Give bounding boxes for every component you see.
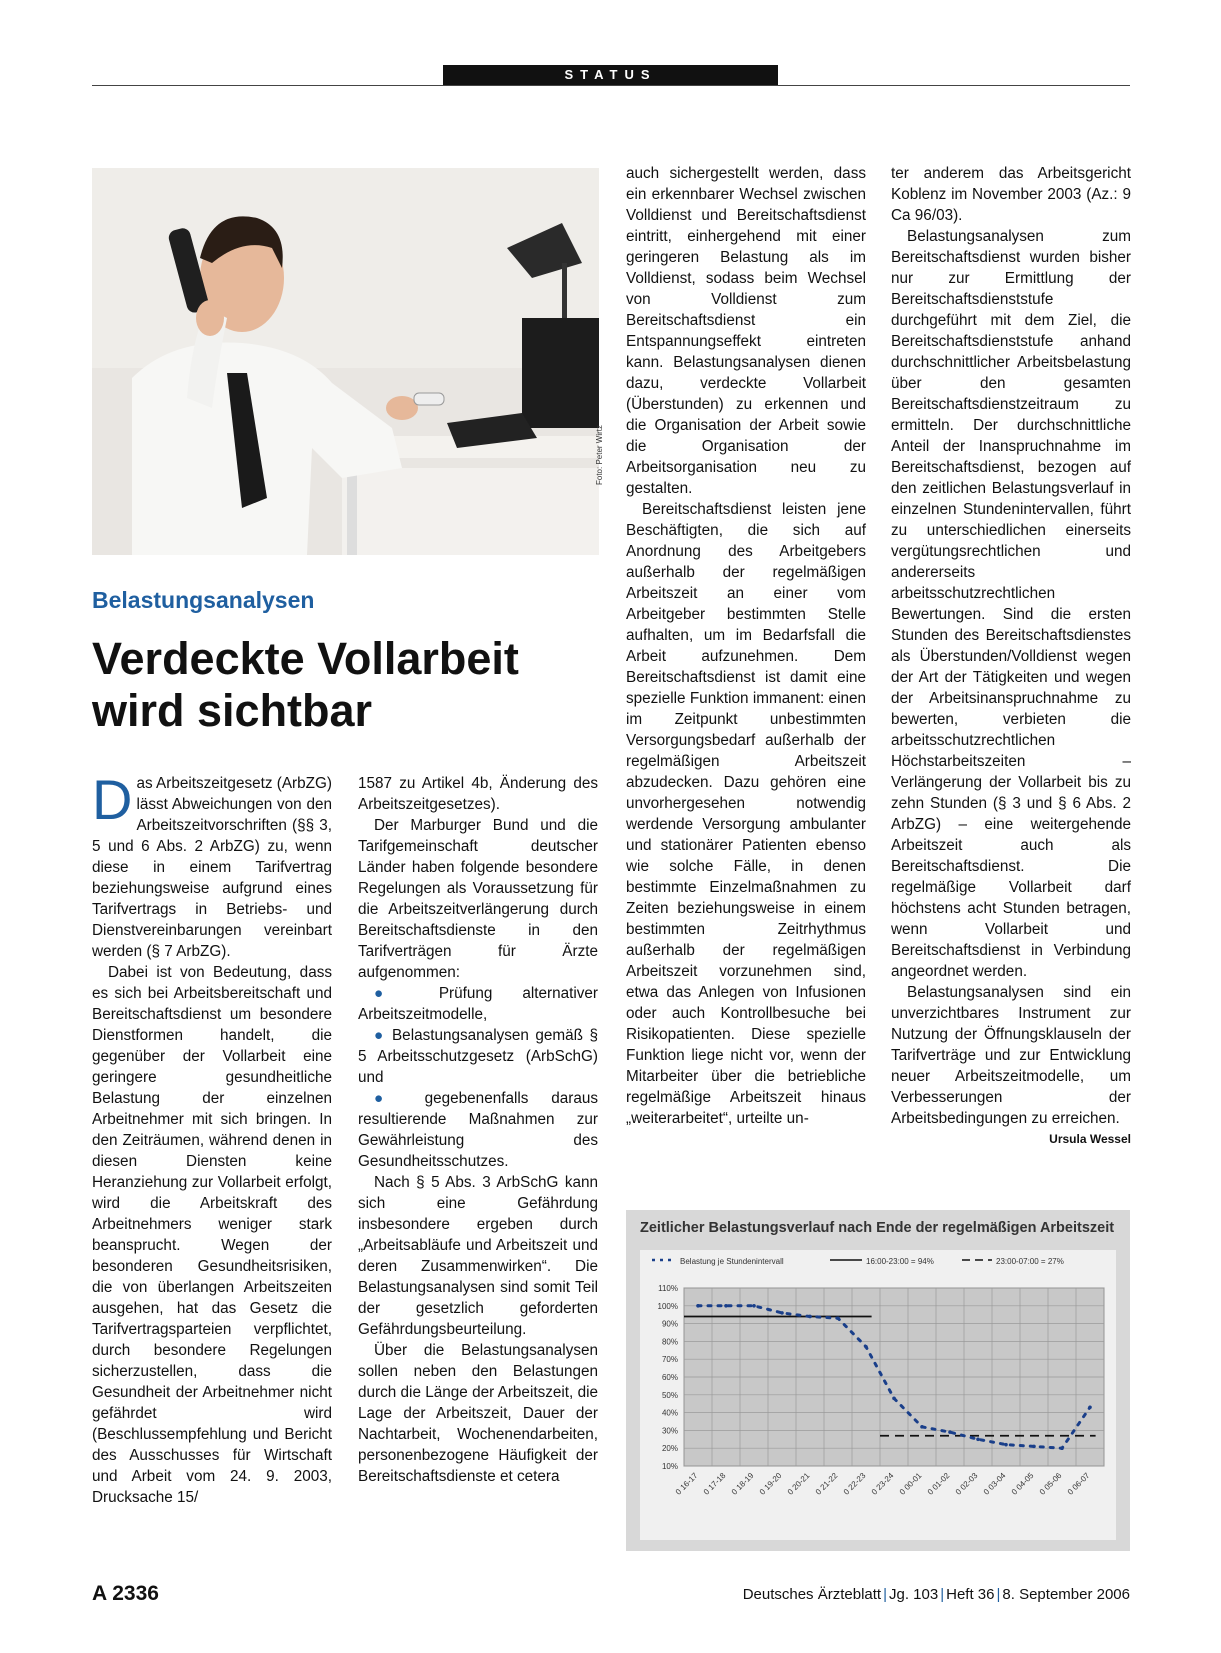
text-column-2 xyxy=(358,773,598,1487)
data-point xyxy=(920,1425,924,1429)
data-point xyxy=(864,1345,868,1349)
bullet-icon: ● xyxy=(374,1090,402,1107)
legend-label: 16:00-23:00 = 94% xyxy=(866,1257,934,1266)
text-column-1 xyxy=(92,768,332,1508)
journal-date: 8. September 2006 xyxy=(1002,1586,1130,1603)
data-point xyxy=(892,1397,896,1401)
data-point xyxy=(948,1430,952,1434)
text-column-4 xyxy=(891,163,1131,1150)
x-tick-label: 0 18-19 xyxy=(729,1471,756,1497)
data-point xyxy=(724,1304,728,1308)
chart-title: Zeitlicher Belastungsverlauf nach Ende der regelmäßigen Arbeitszeit xyxy=(640,1220,1115,1236)
article-title xyxy=(92,633,519,737)
bullet-icon: ● xyxy=(374,1027,386,1044)
list-item: ● Prüfung alternativer Arbeitszeitmodelle, xyxy=(358,985,598,1023)
section-header: STATUS xyxy=(443,65,778,85)
data-point xyxy=(1060,1446,1064,1450)
data-point xyxy=(808,1315,812,1319)
y-tick-label: 110% xyxy=(658,1284,678,1293)
y-tick-label: 20% xyxy=(661,1444,678,1454)
paragraph: Belastungsanalysen zum Bereitschaftsdienst wurden bisher nur zur Ermittlung der Bereitschaftsdienststufe durchgeführt mit dem Ziel, die Bereitschaftsdienststufe anhand durchschnittlicher Arbeitsbelastung über den gesamten Bereitschaftsdienstzeitraum zu ermitteln. Der durchschnittliche Anteil der Inanspruchnahme im Bereitschaftsdienst, bezogen auf den zeitlichen Belastungsverlauf in einzelnen Stundenintervallen, führt zu unterschiedlichen einerseits vergütungsrechtlichen und andererseits arbeitsschutzrechtlichen Bewertungen. Sind die ersten Stunden des Bereitschaftsdienstes als Überstunden/Volldienst wegen der Art der Tätigkeiten und wegen der Arbeitsinanspruchnahme zu bewerten, verbieten die arbeitsschutzrechtlichen Höchstarbeitszeiten – Verlängerung der Vollarbeit bis zu zehn Stunden (§ 3 und § 6 Abs. 2 ArbZG) – eine weitergehende Arbeitszeit auch als Bereitschaftsdienst. Die regelmäßige Vollarbeit darf höchstens acht Stunden betragen, wenn Vollarbeit und Bereitschaftsdienst in Verbindung angeordnet werden. xyxy=(891,228,1131,980)
paragraph: Bereitschaftsdienst leisten jene Beschäftigten, die sich auf Anordnung des Arbeitgebers außerhalb der regelmäßigen Arbeitszeit an einer vom Arbeitgeber bestimmten Stelle aufhalten, um im Bedarfsfall die Arbeit aufzunehmen. Dem Bereitschaftsdienst ist damit eine spezielle Funktion immanent: einen im Zeitpunkt unbestimmten Versorgungsbedarf außerhalb der regelmäßigen Arbeitszeit abzudecken. Dazu gehören eine unvorhergesehen notwendig werdende Versorgung ambulanter und stationärer Patienten ebenso wie solche Fälle, in denen bestimmte Einzelmaßnahmen zu Zeiten beziehungsweise in einem bestimmten Zeitrhythmus außerhalb der regelmäßigen Arbeitszeit vorzunehmen sind, etwa das Anlegen von Infusionen oder auch Kontrollbesuche bei Risikopatienten. Diese spezielle Funktion liege nicht vor, wenn der Mitarbeiter über die betriebliche regelmäßige Arbeitszeit hinaus „weiterarbeitet“, urteilte un- xyxy=(626,501,866,1127)
x-tick-label: 0 17-18 xyxy=(701,1471,728,1497)
page-number: A 2336 xyxy=(92,1582,159,1605)
load-curve-chart xyxy=(640,1250,1116,1540)
y-tick-label: 40% xyxy=(661,1408,678,1418)
x-tick-label: 0 06-07 xyxy=(1065,1471,1092,1497)
data-point xyxy=(1088,1405,1092,1409)
y-tick-label: 80% xyxy=(661,1337,678,1347)
y-tick-label: 30% xyxy=(661,1426,678,1436)
x-tick-label: 0 01-02 xyxy=(925,1471,952,1497)
data-point xyxy=(752,1304,756,1308)
paragraph: Der Marburger Bund und die Tarifgemeinschaft deutscher Länder haben folgende besondere Regelungen als Voraussetzung für die Arbeitszeitverlängerung durch Bereitschaftsdienste in den Tarifverträgen für Ärzte aufgenommen: xyxy=(358,817,598,981)
data-point xyxy=(976,1438,980,1442)
x-tick-label: 0 20-21 xyxy=(785,1471,812,1497)
x-tick-label: 0 16-17 xyxy=(673,1471,700,1497)
photo-credit: Foto: Peter Wirtz xyxy=(595,424,604,485)
y-tick-label: 10% xyxy=(661,1462,678,1471)
y-tick-label: 60% xyxy=(661,1373,678,1382)
y-tick-label: 70% xyxy=(661,1355,678,1365)
legend-label: Belastung je Stundenintervall xyxy=(680,1257,784,1266)
article-photo xyxy=(92,168,599,555)
journal-footer: Deutsches Ärzteblatt | Jg. 103 | Heft 36 | 8. September 2006 xyxy=(742,1586,1130,1603)
x-tick-label: 0 04-05 xyxy=(1009,1471,1036,1497)
x-tick-label: 0 21-22 xyxy=(813,1471,840,1497)
paragraph: auch sichergestellt werden, dass ein erkennbarer Wechsel zwischen Volldienst und Bereitschaftsdienst eintritt, einhergehend mit einer geringeren Belastung als im Volldienst, sodass beim Wechsel von Volldienst zum Bereitschaftsdienst ein Entspannungseffekt eintreten kann. Belastungsanalysen dienen dazu, verdeckte Vollarbeit (Überstunden) zu erkennen und die Organisation der Arbeit sowie die Organisation der Arbeitsorganisation neu zu gestalten. xyxy=(626,165,866,497)
data-point xyxy=(696,1304,700,1308)
journal-volume: Jg. 103 xyxy=(889,1586,939,1603)
data-point xyxy=(1004,1443,1008,1447)
y-tick-label: 50% xyxy=(661,1390,678,1400)
y-tick-label: 90% xyxy=(661,1319,678,1329)
author-name: Ursula Wessel xyxy=(1049,1132,1131,1146)
data-point xyxy=(836,1316,840,1320)
paragraph: Über die Belastungsanalysen sollen neben den Belastungen durch die Länge der Arbeitszeit, die Lage der Arbeitszeit, Dauer der Nachtarbeit, Wochenendarbeiten, personenbezogene Häufigkeit der Bereitschaftsdienste et cetera xyxy=(358,1342,598,1485)
x-tick-label: 0 23-24 xyxy=(869,1471,896,1497)
x-tick-label: 0 05-06 xyxy=(1037,1471,1064,1497)
journal-issue: Heft 36 xyxy=(946,1586,995,1603)
x-tick-label: 0 00-01 xyxy=(897,1471,924,1497)
list-item: ● gegebenenfalls daraus resultierende Maßnahmen zur Gewährleistung des Gesundheitsschutzes. xyxy=(358,1090,598,1170)
paragraph: Belastungsanalysen sind ein unverzichtbares Instrument zur Nutzung der Öffnungsklauseln der Tarifverträge und zur Entwicklung neuer Arbeitszeitmodelle, um Verbesserungen der Arbeitsbedingungen zu erreichen. Ursula Wessel xyxy=(891,982,1131,1129)
data-point xyxy=(1032,1445,1036,1449)
x-tick-label: 0 22-23 xyxy=(841,1471,868,1497)
paragraph: 1587 zu Artikel 4b, Änderung des Arbeitszeitgesetzes). xyxy=(358,775,598,813)
article-kicker: Belastungsanalysen xyxy=(92,587,315,613)
y-tick-label: 100% xyxy=(657,1301,678,1311)
legend-label: 23:00-07:00 = 27% xyxy=(996,1257,1064,1266)
paragraph: as Arbeitszeitgesetz (ArbZG) lässt Abweichungen von den Arbeitszeitvorschriften (§§ 3, 5 und 6 Abs. 2 ArbZG) zu, wenn diese in einem Tarifvertrag beziehungsweise aufgrund eines Tarifvertrags in Betriebs- und Dienstvereinbarungen vereinbart werden (§ 7 ArbZG). xyxy=(92,775,332,960)
paragraph: Nach § 5 Abs. 3 ArbSchG kann sich eine Gefährdung insbesondere ergeben durch „Arbeitsabläufe und Arbeitszeit und deren Zusammenwirken“. Die Belastungsanalysen sind somit Teil der gesetzlich geforderten Gefährdungsbeurteilung. xyxy=(358,1174,598,1338)
x-tick-label: 0 19-20 xyxy=(757,1471,784,1497)
title-line-1: Verdeckte Vollarbeit xyxy=(92,633,519,684)
bullet-icon: ● xyxy=(374,985,409,1002)
data-point xyxy=(780,1311,784,1315)
x-tick-label: 0 03-04 xyxy=(981,1471,1008,1497)
drop-cap: D xyxy=(92,768,133,831)
title-line-2: wird sichtbar xyxy=(92,685,373,736)
header-rule xyxy=(92,85,1130,86)
paragraph: ter anderem das Arbeitsgericht Koblenz im November 2003 (Az.: 9 Ca 96/03). xyxy=(891,165,1131,224)
paragraph: Dabei ist von Bedeutung, dass es sich bei Arbeitsbereitschaft und Bereitschaftsdienst um besondere Dienstformen handelt, die gegenüber der Vollarbeit eine geringere gesundheitliche Belastung der einzelnen Arbeitnehmer mit sich bringen. In den Zeiträumen, während denen in diesen Diensten keine Heranziehung zur Vollarbeit erfolgt, wird die Arbeitskraft des Arbeitnehmers weniger stark beansprucht. Wegen der besonderen Gesundheitsrisiken, die von überlangen Arbeitszeiten ausgehen, hat das Gesetz die Tarifvertragsparteien verpflichtet, durch besondere Regelungen sicherzustellen, dass die Gesundheit der Arbeitnehmer nicht gefährdet wird (Beschlussempfehlung und Bericht des Ausschusses für Wirtschaft und Arbeit vom 24. 9. 2003, Drucksache 15/ xyxy=(92,964,332,1506)
chart-container xyxy=(626,1210,1130,1551)
journal-name: Deutsches Ärzteblatt xyxy=(742,1586,882,1603)
text-column-3 xyxy=(626,163,866,1129)
x-tick-label: 0 02-03 xyxy=(953,1471,980,1497)
list-item: ● Belastungsanalysen gemäß § 5 Arbeitsschutzgesetz (ArbSchG) und xyxy=(358,1027,598,1086)
